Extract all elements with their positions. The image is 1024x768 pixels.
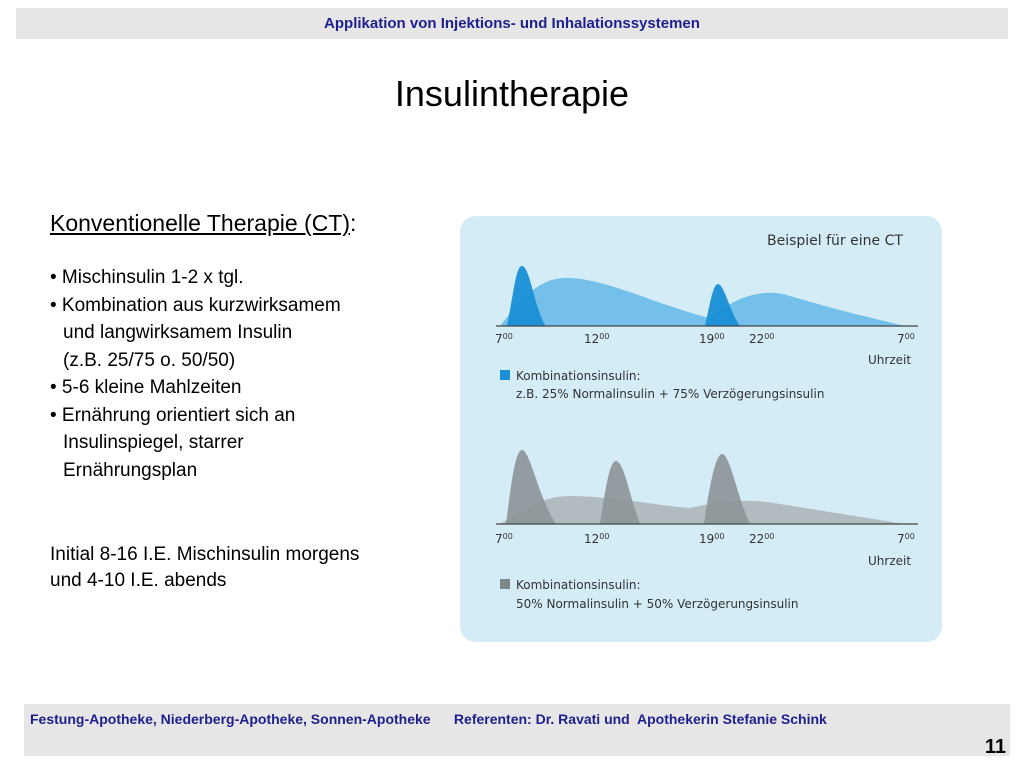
tick-label: $12^{00}$ <box>584 532 610 546</box>
insulin-profile-svg <box>460 216 942 642</box>
dosage-note-line: Initial 8-16 I.E. Mischinsulin morgens <box>50 544 360 565</box>
tick-label: $7^{00}$ <box>495 332 513 346</box>
bullet-continuation: und langwirksamem Insulin <box>63 322 293 343</box>
axis-label: Uhrzeit <box>868 353 912 367</box>
section-heading-underlined: Konventionelle Therapie (CT) <box>50 210 351 236</box>
figure-caption: Beispiel für eine CT <box>767 233 903 249</box>
footer-bar <box>24 704 1010 756</box>
dosage-note-line: und 4-10 I.E. abends <box>50 570 227 591</box>
bullet-line: • Mischinsulin 1-2 x tgl. <box>50 267 244 288</box>
header-text: Applikation von Injektions- und Inhalationssystemen <box>324 15 700 32</box>
tick-label: $7^{00}$ <box>897 332 915 346</box>
tick-label: $22^{00}$ <box>749 532 775 546</box>
bullet-line: • Kombination aus kurzwirksamem <box>50 294 341 316</box>
axis-label: Uhrzeit <box>868 554 912 568</box>
insulin-profile-figure <box>460 216 942 642</box>
slide-title: Insulintherapie <box>394 73 630 114</box>
tick-label: $19^{00}$ <box>699 332 725 346</box>
section-heading <box>50 208 450 238</box>
bullet-continuation: (z.B. 25/75 o. 50/50) <box>63 349 236 371</box>
legend-title-2: Kombinationsinsulin: <box>516 578 641 592</box>
content-column <box>50 208 450 594</box>
header-bar <box>16 8 1008 39</box>
tick-label: $7^{00}$ <box>897 532 915 546</box>
page-number: 11 <box>984 736 1006 758</box>
bullet-continuation: Ernährungsplan <box>63 459 198 481</box>
bullet-list <box>50 264 450 484</box>
bullet-line: • Ernährung orientiert sich an <box>50 404 296 426</box>
footer-text: Festung-Apotheke, Niederberg-Apotheke, Sonnen-Apotheke Referenten: Dr. Ravati und Apothekerin Stefanie Schink <box>30 711 827 727</box>
tick-label: $12^{00}$ <box>584 332 610 346</box>
tick-label: $7^{00}$ <box>495 532 513 546</box>
legend-title-1: Kombinationsinsulin: <box>516 369 641 383</box>
bullet-line: • 5-6 kleine Mahlzeiten <box>50 377 242 398</box>
bullet-continuation: Insulinspiegel, starrer <box>63 432 244 453</box>
section-heading-colon: : <box>350 210 357 236</box>
tick-label: $19^{00}$ <box>699 532 725 546</box>
legend-swatch-2 <box>500 579 510 589</box>
tick-label: $22^{00}$ <box>749 332 775 346</box>
legend-desc-1: z.B. 25% Normalinsulin + 75% Verzögerungsinsulin <box>516 387 825 401</box>
dosage-note <box>50 542 450 594</box>
legend-swatch-1 <box>500 370 510 380</box>
legend-desc-2: 50% Normalinsulin + 50% Verzögerungsinsulin <box>516 597 799 611</box>
